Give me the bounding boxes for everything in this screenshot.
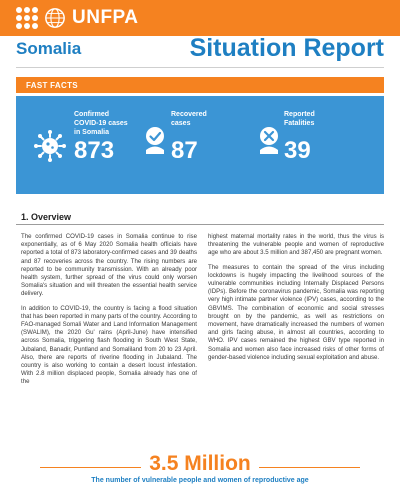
paragraph: The confirmed COVID-19 cases in Somalia continue to rise exponentially, as of 6 May 2020 Somalia health officials have reported a total of 873 laboratory-confirmed cases and 39 deaths and 87 recoveries across the country. The rising numbers are reported to be community transmission. With an already poor health system, further spread of the virus could only worsen Somalia's situation and will threaten the essential health service delivery. [21,233,197,298]
un-globe-icon [44,7,66,29]
overview-right-column [208,233,384,368]
paragraph: The measures to contain the spread of the virus including lockdowns is hugely impacting the livelihood sources of the vulnerable communities including Internally Displaced Persons (IDPs). Before the coronavirus pandemic, Somalia was reporting very high intimate partner violence (IPV) cases, according to the GBVIMS. The combination of economic and social stresses brought on by the pandemic, as well as restrictions on movement, have dramatically increased the numbers of women and girls facing abuse, in almost all countries, according to WHO. IPV cases remained the highest GBV type reported in Somalia and women also face increased risks of other forms of gender-based violence including sexual exploitation and abuse. [208,263,384,361]
recovered-person-icon [144,126,166,154]
country-name: Somalia [16,39,82,58]
paragraph: highest maternal mortality rates in the world, thus the virus is threatening the vulnerable people and women of reproductive age who are about 3.5 million and 387,450 are pregnant women. [208,233,384,257]
page-title: Situation Report [189,34,384,62]
fact-value: 39 [284,137,311,164]
highlight-caption: The number of vulnerable people and women of reproductive age [91,477,309,484]
overview-heading: 1. Overview [21,212,72,222]
section-divider [16,224,384,225]
title-divider [16,67,384,68]
highlight-value: 3.5 Million [141,452,259,476]
logo-dots-icon [16,7,38,29]
fast-facts-heading: FAST FACTS [16,77,384,93]
unfpa-logo[interactable] [16,2,139,34]
fatality-icon [258,126,280,154]
fast-facts-panel [16,96,384,194]
fact-value: 873 [74,137,115,164]
brand-name: UNFPA [72,7,139,28]
highlight-stat [0,452,400,476]
overview-left-column [21,233,197,393]
fact-label: Reported Fatalities [284,111,315,127]
fact-label: Confirmed COVID-19 cases in Somalia [74,111,128,136]
fact-label: Recovered cases [171,111,207,127]
fact-fatalities [284,110,315,165]
fact-recovered-cases [171,110,207,165]
paragraph: In addition to COVID-19, the country is facing a flood situation that has been reported in many parts of the country. According to FAO-managed Somali Water and Land Information Management (SWALIM), the 2020 Gu' rains (April-June) have intensified across Somalia, triggering flash flooding in South West State, Jubaland, Banadir, Puntland and Somaliland from 20 to 23 April. Also, there are reports of riverine flooding in Jubaland. The country is also working to contain a desert locust infestation. With 2.8 million displaced people, Somalia already has one of the [21,304,197,386]
fact-confirmed-cases [74,110,128,165]
virus-icon [34,130,66,162]
fact-value: 87 [171,137,198,164]
